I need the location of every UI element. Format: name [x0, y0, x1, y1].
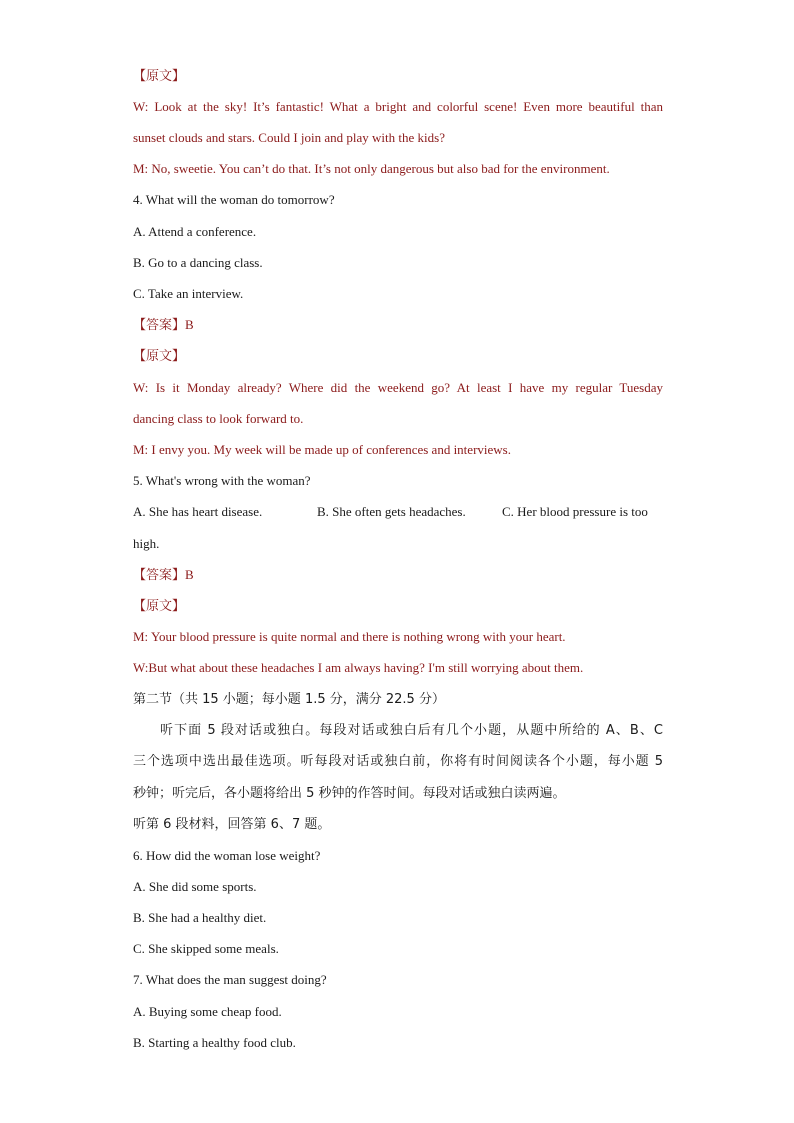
option-c-continued: high.	[133, 536, 160, 551]
original-text-heading: 【原文】	[133, 348, 186, 363]
option-c: C. Her blood pressure is too	[502, 504, 648, 519]
instructions-paragraph: 秒钟；听完后，各小题将给出 5 秒钟的作答时间。每段对话或独白读两遍。	[133, 786, 566, 801]
dialogue-line: M: No, sweetie. You can’t do that. It’s not only dangerous but also bad for the environment.	[133, 161, 610, 176]
option-b: B. She often gets headaches.	[317, 504, 466, 519]
original-text-heading: 【原文】	[133, 598, 186, 613]
material-instruction: 听第 6 段材料，回答第 6、7 题。	[133, 817, 331, 832]
dialogue-line: M: I envy you. My week will be made up of conferences and interviews.	[133, 442, 511, 457]
dialogue-line: W: Is it Monday already? Where did the weekend go? At least I have my regular Tuesday	[133, 380, 663, 395]
dialogue-line: dancing class to look forward to.	[133, 411, 304, 426]
option-a: A. She did some sports.	[133, 879, 257, 894]
option-c: C. She skipped some meals.	[133, 941, 279, 956]
section-heading: 第二节（共 15 小题；每小题 1.5 分，满分 22.5 分）	[133, 692, 445, 707]
question-4: 4. What will the woman do tomorrow?	[133, 192, 335, 207]
answer-label: 【答案】B	[133, 567, 194, 582]
original-text-heading: 【原文】	[133, 68, 186, 83]
question-7: 7. What does the man suggest doing?	[133, 972, 327, 987]
option-b: B. Go to a dancing class.	[133, 255, 263, 270]
option-b: B. Starting a healthy food club.	[133, 1035, 296, 1050]
dialogue-line: sunset clouds and stars. Could I join and play with the kids?	[133, 130, 445, 145]
dialogue-line: W: Look at the sky! It’s fantastic! What a bright and colorful scene! Even more beautiful than	[133, 99, 663, 114]
instructions-paragraph: 听下面 5 段对话或独白。每段对话或独白后有几个小题，从题中所给的 A、B、C	[160, 723, 663, 738]
question-6: 6. How did the woman lose weight?	[133, 848, 321, 863]
question-5: 5. What's wrong with the woman?	[133, 473, 311, 488]
instructions-paragraph: 三个选项中选出最佳选项。听每段对话或独白前，你将有时间阅读各个小题，每小题 5	[133, 754, 663, 769]
option-a: A. Attend a conference.	[133, 224, 257, 239]
option-b: B. She had a healthy diet.	[133, 910, 267, 925]
dialogue-line: M: Your blood pressure is quite normal and there is nothing wrong with your heart.	[133, 629, 566, 644]
dialogue-line: W:But what about these headaches I am always having? I'm still worrying about them.	[133, 660, 584, 675]
option-a: A. She has heart disease.	[133, 504, 263, 519]
option-a: A. Buying some cheap food.	[133, 1004, 282, 1019]
option-c: C. Take an interview.	[133, 286, 244, 301]
answer-label: 【答案】B	[133, 317, 194, 332]
